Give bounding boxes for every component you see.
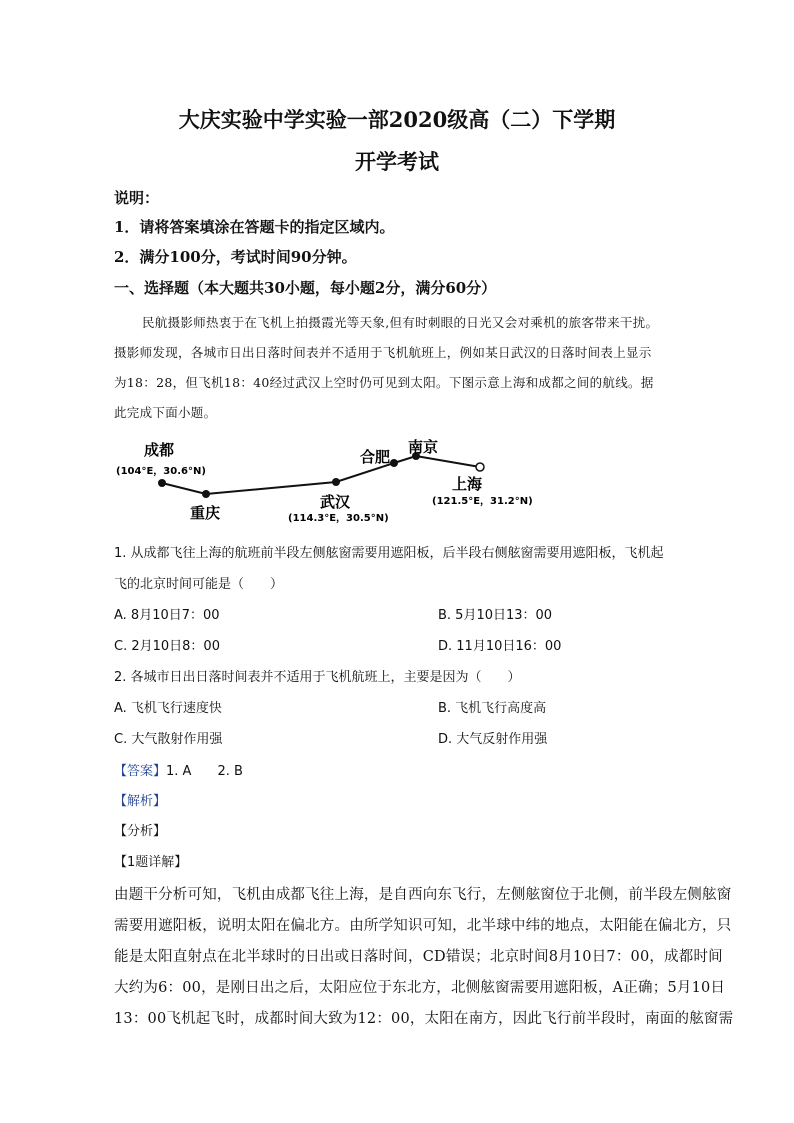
answer-line: [114, 760, 243, 779]
city-label-chengdu: 成都: [144, 441, 175, 459]
intro-line: 摄影师发现，各城市日出日落时间表并不适用于飞机航班上，例如某日武汉的日落时间表上显示: [114, 345, 652, 360]
route-line: [162, 456, 480, 494]
q2-option-c: C. 大气散射作用强: [114, 732, 223, 747]
analysis-label: 【解析】: [114, 794, 167, 809]
q2-stem: 2. 各城市日出日落时间表并不适用于飞机航班上，主要是因为（ ）: [114, 670, 521, 685]
flight-route-map: [110, 432, 540, 527]
city-coord-chengdu: (104°E，30.6°N): [116, 466, 206, 477]
intro-line: 为18：28，但飞机18：40经过武汉上空时仍可见到太阳。下图示意上海和成都之间的航线。据: [114, 375, 654, 390]
q2-option-b: B. 飞机飞行高度高: [438, 701, 547, 716]
q2-option-a: A. 飞机飞行速度快: [114, 701, 222, 716]
city-label-hefei: 合肥: [360, 448, 391, 466]
city-dot-chongqing: [202, 490, 210, 498]
note-item-2: 2．满分100分，考试时间90分钟。: [114, 248, 357, 266]
detail-label: 【1题详解】: [114, 855, 188, 870]
city-coord-wuhan: (114.3°E，30.5°N): [288, 513, 389, 524]
city-dot-hefei: [390, 459, 398, 467]
answer-value: 1. A 2. B: [166, 764, 243, 779]
city-label-wuhan: 武汉: [320, 493, 351, 511]
q2-option-d: D. 大气反射作用强: [438, 732, 548, 747]
city-label-chongqing: 重庆: [190, 504, 221, 522]
detail-line: 需要用遮阳板，说明太阳在偏北方。由所学知识可知，北半球中纬的地点，太阳能在偏北方，只: [114, 918, 732, 934]
q1-option-b: B. 5月10日13：00: [438, 608, 553, 623]
city-label-shanghai: 上海: [452, 475, 483, 493]
q1-option-d: D. 11月10日16：00: [438, 639, 562, 654]
q1-stem-line1: 1. 从成都飞往上海的航班前半段左侧舷窗需要用遮阳板，后半段右侧舷窗需要用遮阳板，飞机起: [114, 546, 664, 561]
city-coord-shanghai: (121.5°E，31.2°N): [432, 496, 533, 507]
doc-title-line2: 开学考试: [355, 149, 439, 174]
q1-stem-line2: 飞的北京时间可能是（ ）: [114, 577, 284, 592]
section-heading: 一、选择题（本大题共30小题，每小题2分，满分60分）: [114, 279, 497, 297]
detail-line: 能是太阳直射点在北半球时的日出或日落时间，CD错误；北京时间8月10日7：00，成都时间: [114, 949, 723, 965]
detail-line: 13：00飞机起飞时，成都时间大致为12：00，太阳在南方，因此飞行前半段时，南面的舷窗需: [114, 1011, 734, 1027]
doc-title-line1: 大庆实验中学实验一部2020级高（二）下学期: [178, 107, 616, 132]
city-label-nanjing: 南京: [408, 438, 439, 456]
note-item-1: 1．请将答案填涂在答题卡的指定区域内。: [114, 218, 395, 236]
detail-line: 大约为6：00，是刚日出之后，太阳应位于东北方，北侧舷窗需要用遮阳板，A正确；5月10日: [114, 980, 726, 996]
city-dot-wuhan: [332, 478, 340, 486]
city-dot-shanghai: [476, 463, 484, 471]
q1-option-c: C. 2月10日8：00: [114, 639, 220, 654]
city-dot-chengdu: [158, 479, 166, 487]
intro-line: 此完成下面小题。: [114, 405, 217, 420]
answer-label: 【答案】: [114, 764, 167, 779]
intro-line: 民航摄影师热衷于在飞机上拍摄霞光等天象,但有时刺眼的日光又会对乘机的旅客带来干扰。: [142, 315, 659, 330]
fenxi-label: 【分析】: [114, 824, 167, 839]
q1-option-a: A. 8月10日7：00: [114, 608, 220, 623]
detail-line: 由题干分析可知，飞机由成都飞往上海，是自西向东飞行，左侧舷窗位于北侧，前半段左侧舷窗: [114, 887, 732, 903]
notes-heading: 说明：: [114, 189, 160, 207]
